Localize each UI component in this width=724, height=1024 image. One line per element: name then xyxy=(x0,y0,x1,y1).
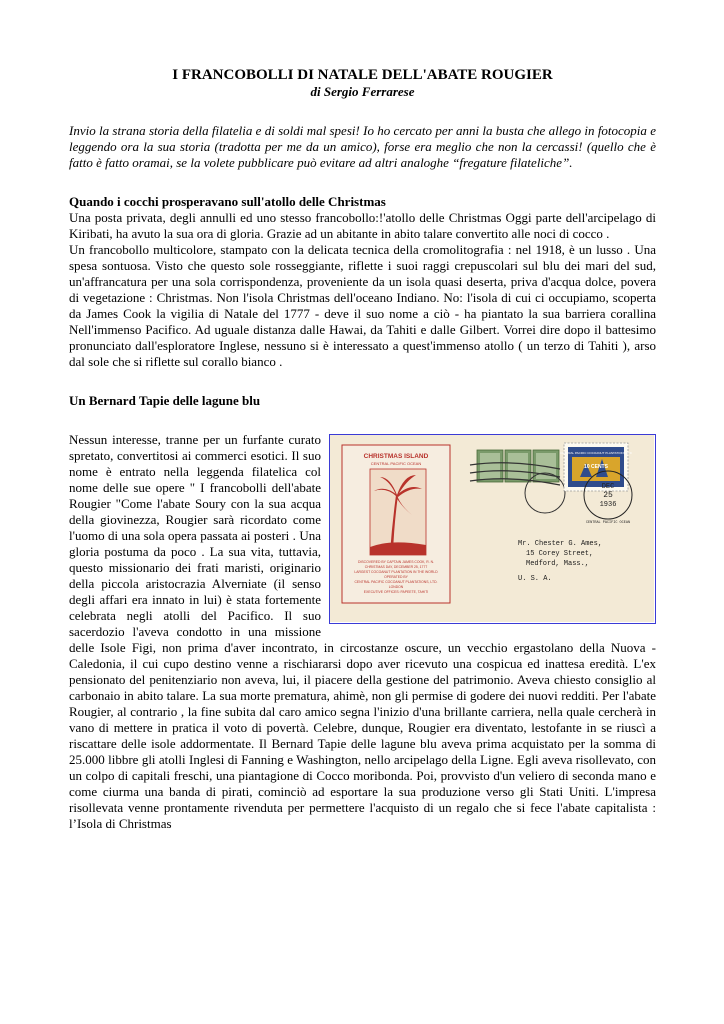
svg-text:Medford, Mass.,: Medford, Mass., xyxy=(526,560,590,568)
svg-text:CENTRAL PACIFIC COCOANUT PLANT: CENTRAL PACIFIC COCOANUT PLANTATIONS LTD xyxy=(560,451,632,455)
svg-text:25: 25 xyxy=(603,491,613,500)
christmas-island-stamp xyxy=(560,443,633,491)
svg-text:OPERATED BY: OPERATED BY xyxy=(384,575,408,579)
svg-text:EXECUTIVE OFFICES: PAPEETE, TA: EXECUTIVE OFFICES: PAPEETE, TAHITI xyxy=(363,590,429,594)
intro-paragraph: Invio la strana storia della filatelia e di soldi mal spesi! Io ho cercato per anni la busta che allego in fotocopia e leggendo ora la sua storia (tradotta per me da un amico), forse era meglio che non la cercassi! (quello che è fatto è fatto oramai, se la volete pubblicare può evitare ad altri analoghe “fregature filateliche”. xyxy=(69,123,656,170)
cachet-scene xyxy=(370,469,426,555)
svg-text:15 Corey Street,: 15 Corey Street, xyxy=(526,550,594,558)
svg-text:DISCOVERED BY CAPTAIN JAMES CO: DISCOVERED BY CAPTAIN JAMES COOK, R. N. xyxy=(358,560,434,564)
paragraph: Nessun interesse, tranne per un furfante curato spretato, convertitosi ai commerci esotici. Il suo nome è entrato nella leggenda filatelica col nome delle sue opere " I francobolli dell'abate Rougier "Come l'abate Soury con la sua acqua della giovinezza, Rougier sarà ricordato come l'uomo di una sola opera passata ai posteri . Una gloria postuma da poco . La sua vita, tuttavia, questo missionario dei frati maristi, originario della piccola aristocrazia Alverniate (il senso degli affari era innato in lui) è stata fortemente celebrata negli atolli del Pacifico. Il suo sacerdozio l'aveva condotto in una missione delle Isole Figi, non prima d'aver incontrato, in circostanze oscure, un vecchio ergastolano della Nuova - Caledonia, il cui cupo destino venne a rischiararsi dopo aver ricevuto una cospicua ed inattesa eredità. L'ex pensionato del penitenziario non aveva, lui, il piacere della gestione del patrimonio. Aveva chiesto consiglio al carbonaio in abito talare. La sua morte prematura, ahimè, non gli permise di godere dei nuovi redditi. Per l'abate Rougier, al contrario , la fine subita dal caro amico segna l'inizio d'una brillante carriera, nella quale cercherà in vano di mettere in pratica il voto di povertà. Celebre, dunque, Rougier era diventato, lestofante in se riuscì a riscattare delle isole addormentate. Il Bernard Tapie delle lagune blu aveva prima acquistato per la somma di 25.000 libbre gli atolli Inglesi di Fanning e Washington, nello arcipelago della Ligne. Egli aveva risollevato, con un colpo di capitali freschi, una piantagione di Cocco moribonda. Poi, provvisto d'un veliero di seconda mano e come ciurma una banda di pirati, cominciò ad esportare la sua produzione verso gli Stati Uniti. L'impresa risollevata venne prontamente rivenduta per permettere l'acquisto di un regalo che si fece l'abate capitalista : l’Isola di Christmas xyxy=(69,432,656,831)
section-body xyxy=(69,432,656,832)
svg-text:LONDON: LONDON xyxy=(388,585,404,589)
article-title: I FRANCOBOLLI DI NATALE DELL'ABATE ROUGIER xyxy=(172,67,553,83)
section-heading-christmas: Quando i cocchi prosperavano sull'atollo delle Christmas xyxy=(69,194,386,209)
envelope-illustration xyxy=(330,435,654,622)
cachet-title: CHRISTMAS ISLAND xyxy=(363,453,429,460)
svg-text:LARGEST COCOANUT PLANTATION IN: LARGEST COCOANUT PLANTATION IN THE WORLD xyxy=(354,570,438,574)
document-page xyxy=(69,66,656,832)
svg-text:CHRISTMAS DAY, DECEMBER 25, 17: CHRISTMAS DAY, DECEMBER 25, 1777 xyxy=(364,565,428,569)
envelope-photo xyxy=(329,434,656,624)
cachet-subtitle: CENTRAL PACIFIC OCEAN xyxy=(370,461,422,466)
article-byline: di Sergio Ferrarese xyxy=(310,84,415,99)
svg-text:CENTRAL PACIFIC COCOANUT PLANT: CENTRAL PACIFIC COCOANUT PLANTATIONS, LTD. xyxy=(354,580,438,584)
section-heading-tapie: Un Bernard Tapie delle lagune blu xyxy=(69,393,261,408)
svg-text:DEC: DEC xyxy=(601,483,615,491)
svg-text:1936: 1936 xyxy=(599,501,617,509)
paragraph: Una posta privata, degli annulli ed uno stesso francobollo:!'atollo delle Christmas Oggi parte dell'arcipelago di Kiribati, ha avuto la sua ora di gloria. Grazie ad un abitante in abito talare convertito alle noci di cocco . xyxy=(69,210,656,241)
svg-text:CENTRAL PACIFIC OCEAN: CENTRAL PACIFIC OCEAN xyxy=(585,521,631,525)
paragraph: Un francobollo multicolore, stampato con la delicata tecnica della cromolitografia : nel 1918, è un lusso . Una spesa sontuosa. Visto che questo sole rosseggiante, riflette i suoi raggi crepuscolari sul blu dei mari del sud, un'affrancatura per una sola corrispondenza, proveniente da un isola quasi deserta, priva d'acqua dolce, povera di vegetazione : Christmas. Non l'isola Christmas dell'oceano Indiano. No: l'isola di cui ci occupiamo, scoperta da James Cook la vigilia di Natale del 1777 - deve il suo nome a ciò - ha piantato la sua barriera corallina Nell'immenso Pacifico. Ad uguale distanza dalle Hawai, da Tahiti e dalle Gilbert. Vorrei dire dopo il battesimo pronunciato dall'esploratore Inglese, nessuno si è interessato a quest'immenso atollo ( un terzo di Tahiti ), arso dal sole che si riflette sul corallo bianco . xyxy=(69,242,656,369)
svg-text:10 CENTS: 10 CENTS xyxy=(584,464,608,470)
svg-text:Mr. Chester G. Ames,: Mr. Chester G. Ames, xyxy=(518,540,603,548)
svg-text:U. S. A.: U. S. A. xyxy=(518,575,552,583)
